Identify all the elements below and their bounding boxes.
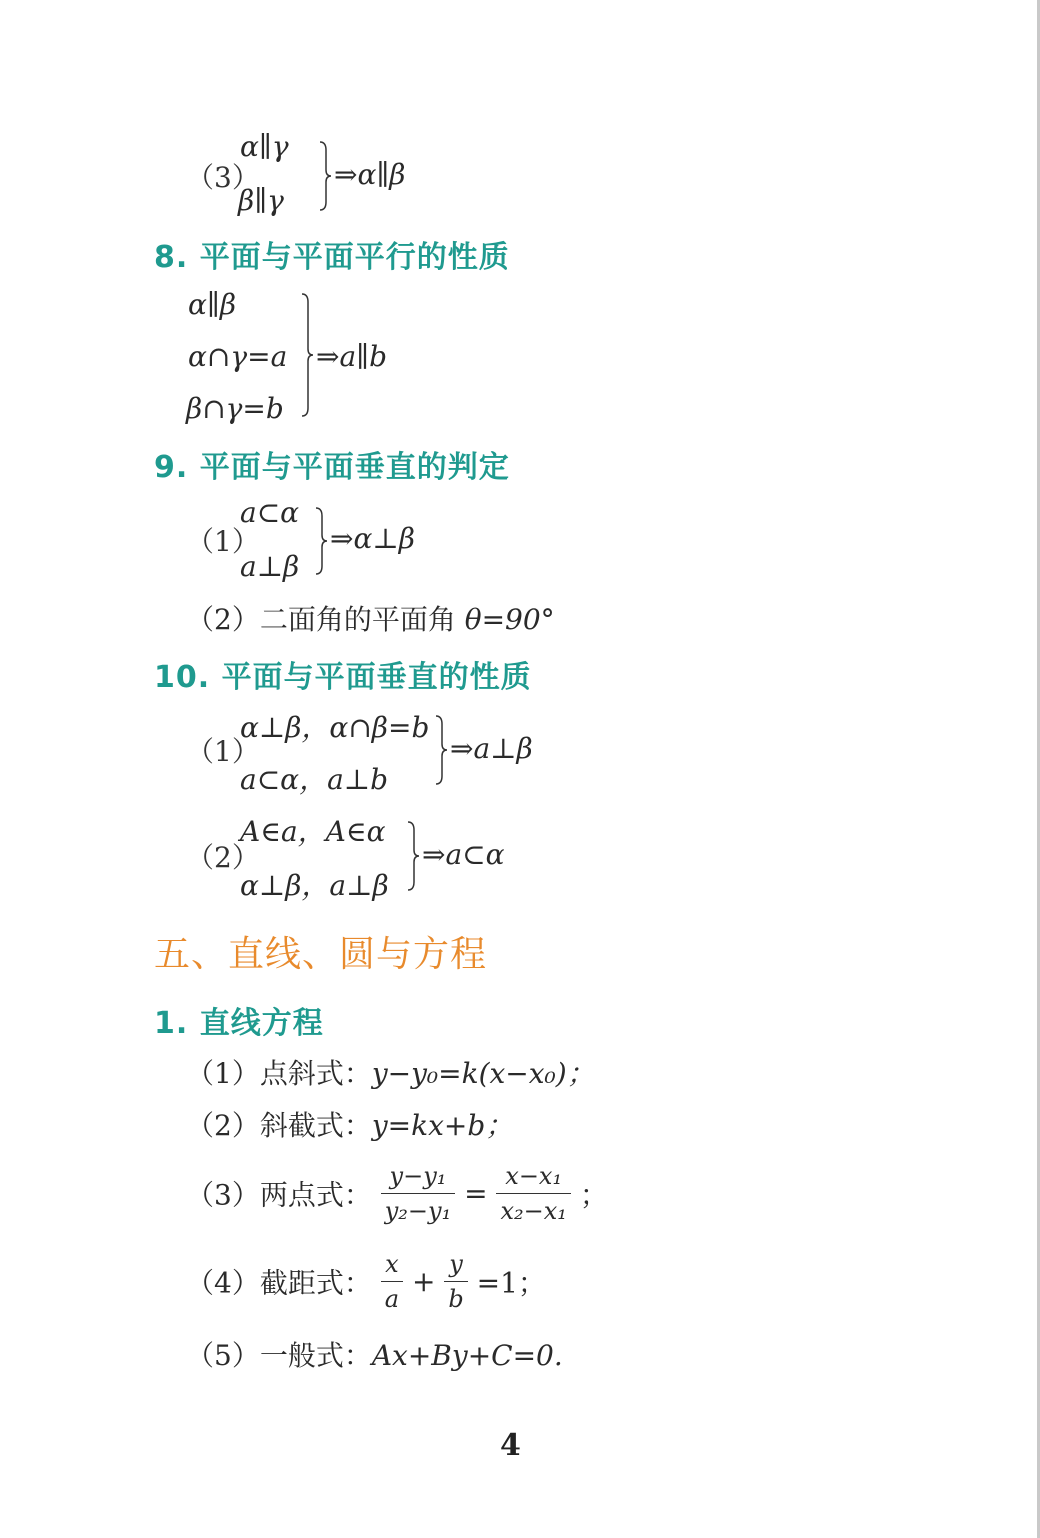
formula-line: α⊥β，a⊥β	[240, 869, 389, 902]
item-label: （3）两点式：	[186, 1178, 372, 1212]
fraction-numerator: y−y₁	[389, 1162, 447, 1190]
item-label: （5）一般式：	[186, 1339, 372, 1372]
fraction-denominator: a	[384, 1285, 400, 1313]
fraction-denominator: x₂−x₁	[500, 1197, 567, 1225]
item-formula: y−y₀=k(x−x₀)；	[371, 1057, 595, 1090]
formula-result: ⇒α⊥β	[330, 522, 415, 555]
fraction-bar	[381, 1193, 455, 1194]
item-formula: θ=90°	[464, 603, 555, 636]
formula-line: a⊥β	[240, 550, 300, 583]
equation-end: =1；	[476, 1266, 546, 1300]
item-formula: y=kx+b；	[371, 1109, 514, 1142]
fraction-numerator: y	[449, 1250, 463, 1278]
right-brace-icon	[314, 506, 328, 576]
item-number: （1）	[186, 525, 260, 558]
item-label: （4）截距式：	[186, 1266, 372, 1300]
right-brace-icon	[318, 140, 332, 212]
fraction-bar	[381, 1281, 403, 1282]
list-item	[186, 1104, 513, 1144]
list-item	[186, 598, 555, 638]
fraction	[381, 1162, 455, 1225]
list-item	[186, 1250, 546, 1313]
right-brace-icon	[300, 292, 314, 418]
item-formula: Ax+By+C=0.	[371, 1339, 563, 1372]
item-label: （2）二面角的平面角	[186, 603, 456, 636]
formula-line: a⊂α	[240, 496, 300, 529]
fraction-numerator: x−x₁	[505, 1162, 563, 1190]
formula-result: ⇒a⊂α	[422, 838, 505, 871]
right-brace-icon	[434, 714, 448, 786]
fraction-numerator: x	[385, 1250, 399, 1278]
fraction-bar	[496, 1193, 570, 1194]
heading-9: 9. 平面与平面垂直的判定	[154, 450, 510, 485]
plus-sign: +	[411, 1265, 436, 1298]
formula-line: β∥γ	[238, 184, 284, 217]
item-number: （3）	[186, 161, 260, 194]
formula-line: α∩γ=a	[188, 340, 288, 373]
heading-10: 10. 平面与平面垂直的性质	[154, 660, 532, 695]
formula-result: ⇒a⊥β	[450, 732, 533, 765]
fraction-denominator: b	[448, 1285, 464, 1313]
item-number: （2）	[186, 841, 260, 874]
page-number: 4	[500, 1428, 521, 1463]
list-item	[186, 1052, 595, 1092]
fraction-bar	[444, 1281, 467, 1282]
formula-line: a⊂α，a⊥b	[240, 763, 389, 796]
formula-line: α⊥β，α∩β=b	[240, 711, 430, 744]
list-item	[186, 1334, 563, 1374]
formula-line: α∥γ	[240, 130, 289, 163]
fraction	[381, 1250, 403, 1313]
formula-result: ⇒α∥β	[334, 158, 406, 191]
formula-line: β∩γ=b	[186, 392, 284, 425]
fraction	[496, 1162, 570, 1225]
heading-1: 1. 直线方程	[154, 1006, 324, 1041]
item-number: （1）	[186, 735, 260, 768]
section-title: 五、直线、圆与方程	[154, 934, 488, 975]
list-item	[186, 1162, 608, 1225]
semicolon: ；	[579, 1178, 608, 1212]
formula-result: ⇒a∥b	[316, 340, 388, 373]
formula-line: α∥β	[188, 288, 237, 321]
right-brace-icon	[406, 820, 420, 892]
heading-8: 8. 平面与平面平行的性质	[154, 240, 510, 275]
equals-sign: =	[464, 1177, 488, 1210]
formula-line: A∈a，A∈α	[240, 815, 386, 848]
item-label: （2）斜截式：	[186, 1109, 372, 1142]
fraction	[444, 1250, 467, 1313]
item-label: （1）点斜式：	[186, 1057, 372, 1090]
fraction-denominator: y₂−y₁	[384, 1197, 452, 1225]
